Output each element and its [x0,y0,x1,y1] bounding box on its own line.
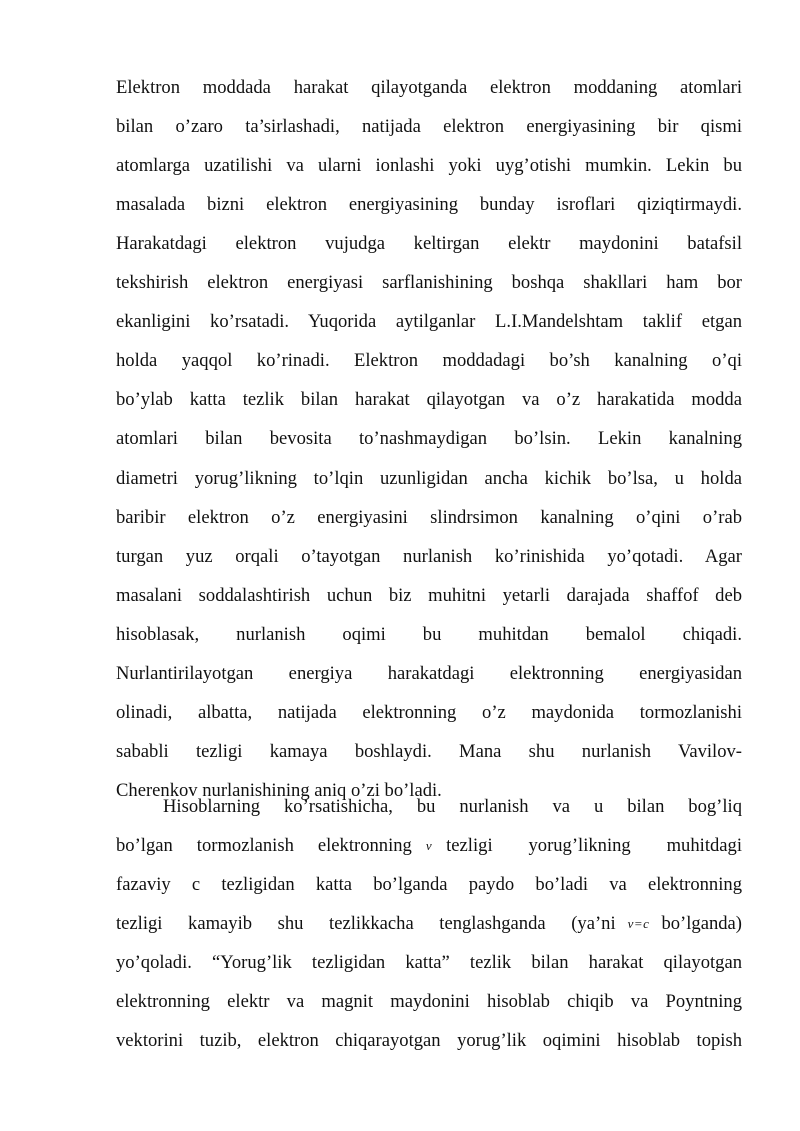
math-variable-v: v [425,838,433,853]
text-line: olinadi, albatta, natijada elektronning o’z maydonida tormozlanishi [116,702,742,723]
text-line: sababli tezligi kamaya boshlaydi. Mana shu nurlanish Vavilov- [116,741,742,762]
text-line: holda yaqqol ko’rinadi. Elektron moddadagi bo’sh kanalning o’qi [116,350,742,371]
text-line: tekshirish elektron energiyasi sarflanishining boshqa shakllari ham bor [116,272,742,293]
text-line [116,910,742,938]
text-segment: tezligi kamayib shu tezlikkacha tenglashganda (ya’ni [116,913,616,934]
math-equation-v-equals-c: v=c [627,916,650,931]
text-line: fazaviy c tezligidan katta bo’lganda paydo bo’ladi va elektronning [116,874,742,895]
text-segment: tezligi yorug’likning muhitdagi [446,835,742,856]
text-line: baribir elektron o’z energiyasini slindrsimon kanalning o’qini o’rab [116,507,742,528]
text-line [116,832,742,860]
text-line: atomlari bilan bevosita to’nashmaydigan bo’lsin. Lekin kanalning [116,428,742,449]
text-line: atomlarga uzatilishi va ularni ionlashi yoki uyg’otishi mumkin. Lekin bu [116,155,742,176]
text-line: Nurlantirilayotgan energiya harakatdagi elektronning energiyasidan [116,663,742,684]
text-line: Elektron moddada harakat qilayotganda elektron moddaning atomlari [116,77,742,98]
text-line: masalada bizni elektron energiyasining bunday isroflari qiziqtirmaydi. [116,194,742,215]
text-line: bo’ylab katta tezlik bilan harakat qilayotgan va o’z harakatida modda [116,389,742,410]
text-line: elektronning elektr va magnit maydonini hisoblab chiqib va Poyntning [116,991,742,1012]
text-line: Cherenkov nurlanishining aniq o’zi bo’ladi. [116,780,442,801]
text-line: Harakatdagi elektron vujudga keltirgan elektr maydonini batafsil [116,233,742,254]
text-line: yo’qoladi. “Yorug’lik tezligidan katta” tezlik bilan harakat qilayotgan [116,952,742,973]
text-segment: bo’lganda) [661,913,742,934]
text-line: vektorini tuzib, elektron chiqarayotgan yorug’lik oqimini hisoblab topish [116,1030,742,1051]
text-line: bilan o’zaro ta’sirlashadi, natijada elektron energiyasining bir qismi [116,116,742,137]
text-line: turgan yuz orqali o’tayotgan nurlanish ko’rinishida yo’qotadi. Agar [116,546,742,567]
text-line: masalani soddalashtirish uchun biz muhitni yetarli darajada shaffof deb [116,585,742,606]
text-line: diametri yorug’likning to’lqin uzunligidan ancha kichik bo’lsa, u holda [116,468,742,489]
text-line: hisoblasak, nurlanish oqimi bu muhitdan bemalol chiqadi. [116,624,742,645]
text-line: ekanligini ko’rsatadi. Yuqorida aytilganlar L.I.Mandelshtam taklif etgan [116,311,742,332]
text-segment: bo’lgan tormozlanish elektronning [116,835,412,856]
text-line: Hisoblarning ko’rsatishicha, bu nurlanish va u bilan bog’liq [163,796,742,817]
